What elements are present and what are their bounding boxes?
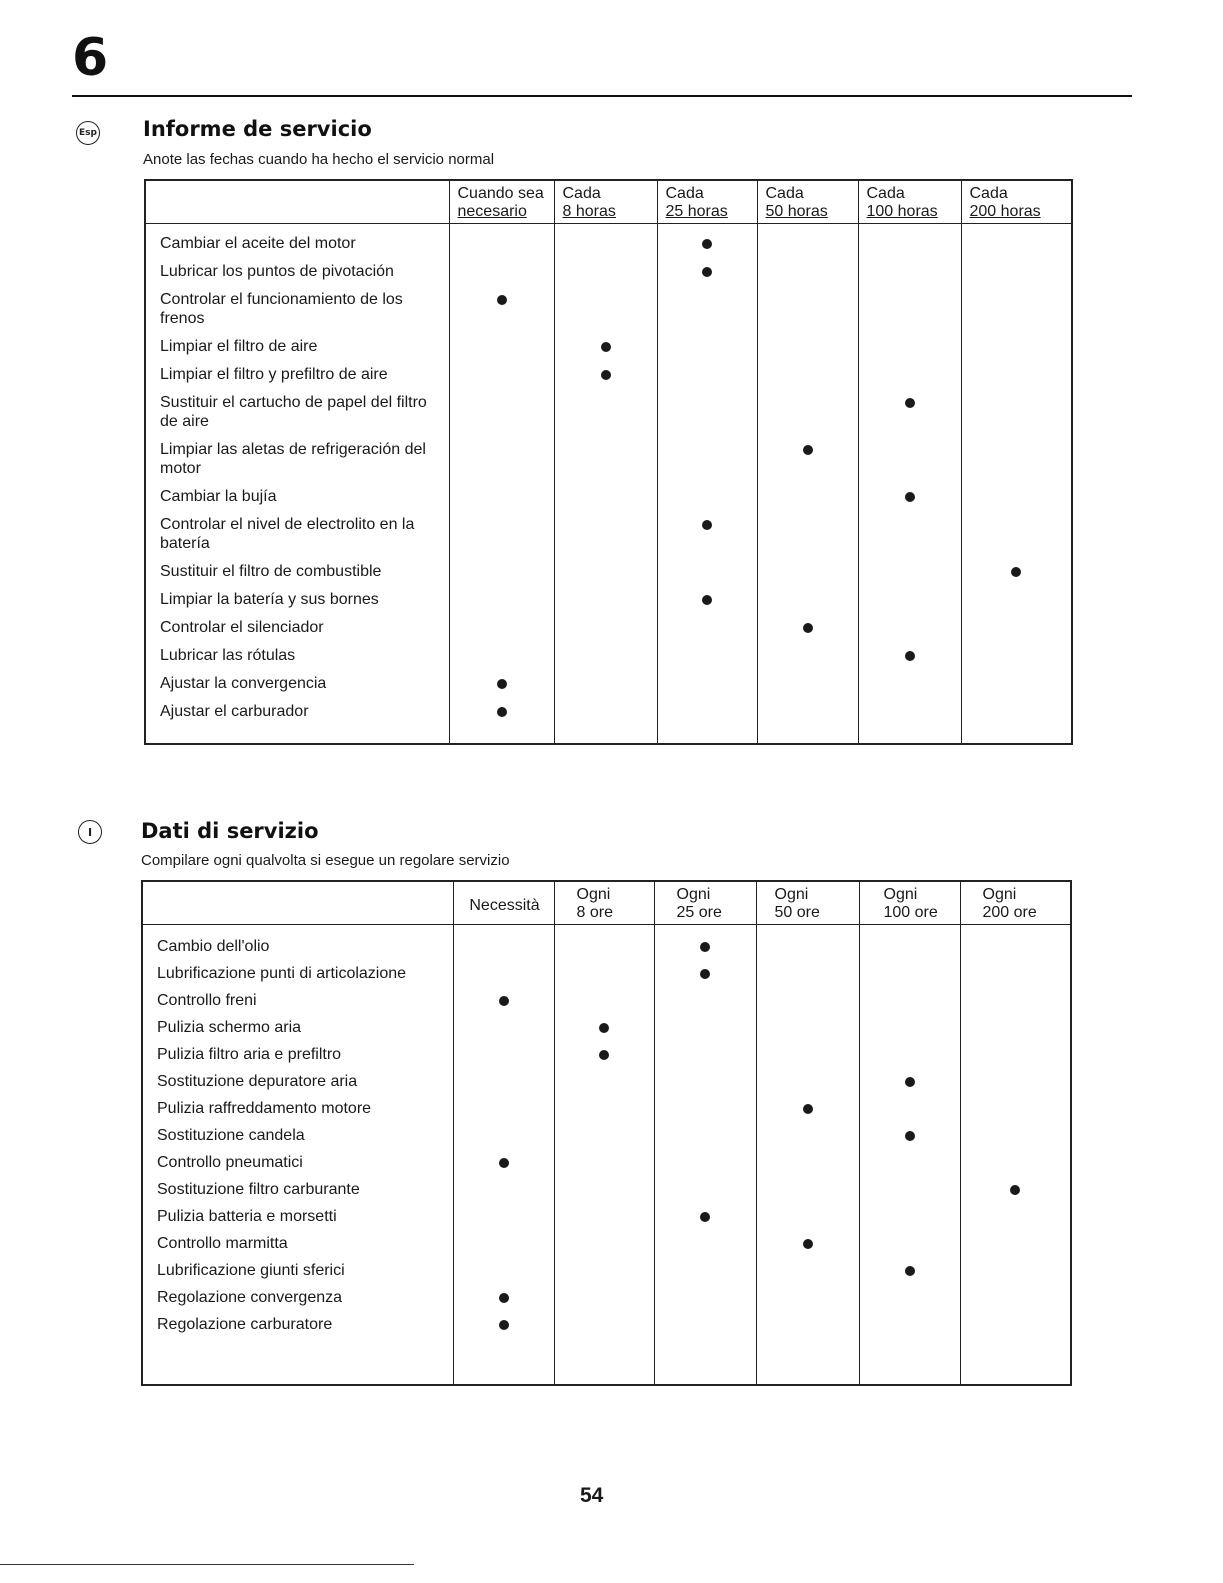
interval-dot [499,1158,509,1168]
interval-dot [599,1050,609,1060]
service-schedule-table-it [141,880,1072,1386]
task-label: Limpiar el filtro de aire [160,337,318,355]
task-row [143,1072,453,1099]
task-label: Sostituzione candela [157,1126,305,1144]
interval-dot [702,267,712,277]
task-row [146,337,449,365]
interval-dot [905,1266,915,1276]
task-row [143,1126,453,1153]
footer-rule [0,1564,414,1565]
column-header: Ogni 50 ore [756,881,859,924]
task-row [143,1180,453,1207]
interval-column [554,223,657,744]
table-header-row [142,881,1071,924]
interval-dot [803,1104,813,1114]
task-label: Pulizia raffreddamento motore [157,1099,372,1117]
task-label: Controllo marmitta [157,1234,288,1252]
column-header: Ogni 8 ore [554,881,654,924]
task-label: Pulizia schermo aria [157,1018,302,1036]
task-row [143,964,453,991]
interval-dot [499,1293,509,1303]
task-row [146,440,449,487]
task-label: Regolazione convergenza [157,1288,343,1306]
interval-column [757,223,858,744]
table-header-row [145,180,1072,223]
interval-column [858,223,961,744]
interval-dot [599,1023,609,1033]
header-rule [72,95,1132,97]
interval-dot [905,651,915,661]
task-row [146,618,449,646]
task-row [146,562,449,590]
interval-dot [1010,1185,1020,1195]
interval-column [554,924,654,1385]
interval-dot [803,623,813,633]
task-label: Sostituzione depuratore aria [157,1072,358,1090]
task-label: Controllo pneumatici [157,1153,303,1171]
task-label: Lubricar las rótulas [160,646,296,664]
task-row [143,937,453,964]
task-label: Cambio dell'olio [157,937,270,955]
column-header: Cuando sea necesario [449,180,554,223]
task-label: Lubrificazione giunti sferici [157,1261,345,1279]
task-row [146,262,449,290]
interval-dot [601,342,611,352]
task-row [143,1153,453,1180]
interval-dot [803,445,813,455]
task-row [146,487,449,515]
task-label: Ajustar el carburador [160,702,309,720]
task-label: Pulizia filtro aria e prefiltro [157,1045,342,1063]
section-subtitle-es: Anote las fechas cuando ha hecho el servicio normal [143,151,495,168]
task-row [143,1018,453,1045]
interval-column [960,924,1071,1385]
task-row [143,1288,453,1315]
task-label: Controlar el silenciador [160,618,324,636]
header-blank-cell [145,180,449,223]
column-header: Ogni 25 ore [654,881,756,924]
task-label: Pulizia batteria e morsetti [157,1207,337,1225]
interval-dot [700,969,710,979]
task-row [146,393,449,440]
column-header: Cada 200 horas [961,180,1072,223]
column-header: Cada 8 horas [554,180,657,223]
task-row [146,646,449,674]
header-blank-cell [142,881,453,924]
interval-dot [905,1131,915,1141]
task-list-cell [145,223,449,744]
task-row [146,674,449,702]
task-label: Limpiar las aletas de refrigeración del motor [160,440,426,477]
task-label: Lubrificazione punti di articolazione [157,964,407,982]
interval-dot [497,707,507,717]
interval-dot [601,370,611,380]
interval-dot [497,679,507,689]
task-row [143,1045,453,1072]
task-label: Controlar el nivel de electrolito en la batería [160,515,415,552]
task-label: Regolazione carburatore [157,1315,333,1333]
interval-dot [803,1239,813,1249]
column-header: Cada 50 horas [757,180,858,223]
task-label: Lubricar los puntos de pivotación [160,262,394,280]
task-list-cell [142,924,453,1385]
task-label: Limpiar el filtro y prefiltro de aire [160,365,388,383]
interval-column [657,223,757,744]
language-badge-es: Esp [76,121,100,145]
chapter-number: 6 [72,28,109,88]
interval-column [654,924,756,1385]
section-title-es: Informe de servicio [143,117,372,141]
task-label: Sustituir el cartucho de papel del filtro de aire [160,393,427,430]
interval-dot [702,595,712,605]
section-subtitle-it: Compilare ogni qualvolta si esegue un regolare servizio [141,852,510,869]
column-header: Ogni 200 ore [960,881,1071,924]
task-row [146,515,449,562]
task-label: Controllo freni [157,991,257,1009]
interval-dot [497,295,507,305]
interval-column [859,924,960,1385]
task-row [143,1207,453,1234]
task-row [143,1099,453,1126]
column-header: Ogni 100 ore [859,881,960,924]
task-label: Ajustar la convergencia [160,674,327,692]
interval-dot [905,492,915,502]
column-header: Necessità [453,881,554,924]
task-label: Cambiar el aceite del motor [160,234,356,252]
task-label: Controlar el funcionamiento de los frenos [160,290,403,327]
task-label: Limpiar la batería y sus bornes [160,590,379,608]
column-header: Cada 100 horas [858,180,961,223]
interval-dot [499,996,509,1006]
task-row [143,1315,453,1342]
task-row [146,234,449,262]
task-row [146,290,449,337]
interval-column [449,223,554,744]
interval-dot [905,398,915,408]
interval-column [756,924,859,1385]
column-header: Cada 25 horas [657,180,757,223]
task-label: Sustituir el filtro de combustible [160,562,382,580]
page-number: 54 [580,1484,604,1507]
task-label: Sostituzione filtro carburante [157,1180,360,1198]
interval-dot [700,942,710,952]
task-row [146,702,449,730]
task-label: Cambiar la bujía [160,487,277,505]
task-row [143,1261,453,1288]
task-row [146,365,449,393]
interval-dot [1011,567,1021,577]
interval-dot [905,1077,915,1087]
interval-dot [702,520,712,530]
task-row [143,991,453,1018]
section-title-it: Dati di servizio [141,819,319,843]
interval-column [453,924,554,1385]
interval-column [961,223,1072,744]
interval-dot [499,1320,509,1330]
service-schedule-table-es [144,179,1073,745]
interval-dot [700,1212,710,1222]
interval-dot [702,239,712,249]
task-row [143,1234,453,1261]
task-row [146,590,449,618]
language-badge-it: I [78,820,102,844]
